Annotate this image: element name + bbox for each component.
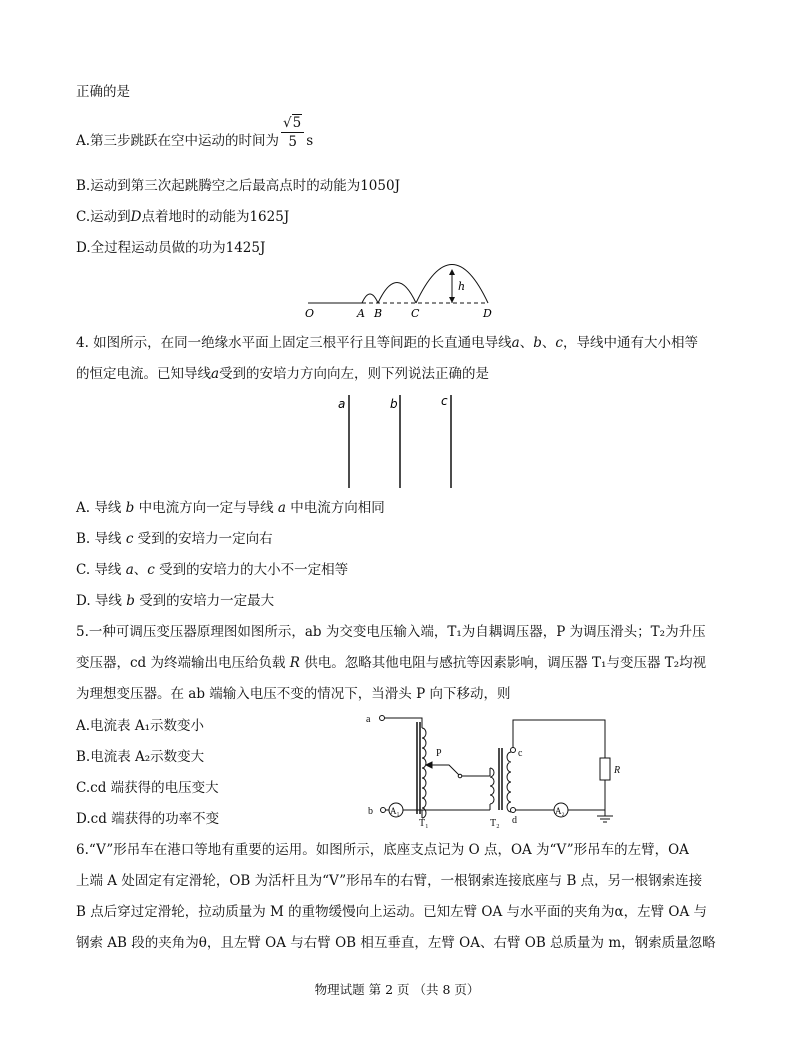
q5-label-t2: T₂ xyxy=(490,818,500,829)
q5-option-a: A.电流表 A₁示数变小 xyxy=(76,718,204,734)
q4-option-b: B. 导线 c 受到的安培力一定向右 xyxy=(76,531,273,547)
q5-stem-line1: 5.一种可调压变压器原理图如图所示，ab 为交变电压输入端，T₁为自耦调压器，P 为调压滑头；T₂为升压 xyxy=(76,624,706,640)
q4-label-a: a xyxy=(338,397,346,411)
q5-terminal-d: d xyxy=(512,815,517,826)
q5-label-t1: T₁ xyxy=(419,818,429,829)
q3-option-a: A.第三步跳跃在空中运动的时间为 $\frac{√5}{5}$ s xyxy=(76,115,314,150)
q5-ammeter-a2: A₂ xyxy=(555,806,565,816)
q6-stem-line2: 上端 A 处固定有定滑轮，OB 为活杆且为“V”形吊车的右臂，一根钢索连接底座与 B 点，另一根钢索连接 xyxy=(76,873,703,889)
q5-resistor-r: R xyxy=(614,765,621,776)
q4-option-a: A. 导线 b 中电流方向一定与导线 a 中电流方向相同 xyxy=(76,500,385,516)
q5-stem-line3: 为理想变压器。在 ab 端输入电压不变的情况下，当滑头 P 向下移动，则 xyxy=(76,686,511,702)
page-footer: 物理试题 第 2 页 （共 8 页） xyxy=(314,982,480,997)
q4-stem-line1: 4. 如图所示，在同一绝缘水平面上固定三根平行且等间距的长直通电导线a、b、c，导线中通有大小相等 xyxy=(76,335,698,351)
q6-stem-line1: 6.“V”形吊车在港口等地有重要的运用。如图所示，底座支点记为 O 点，OA 为“V”形吊车的左臂，OA xyxy=(76,842,689,858)
q5-ammeter-a1: A₁ xyxy=(390,806,400,816)
q5-stem-line2: 变压器，cd 为终端输出电压给负载 R 供电。忽略其他电阻与感抗等因素影响，调压器 T₁与变压器 T₂均视 xyxy=(76,655,707,671)
q5-option-b: B.电流表 A₂示数变大 xyxy=(76,749,205,765)
q3-label-b: B xyxy=(374,307,383,320)
q5-option-d: D.cd 端获得的功率不变 xyxy=(76,811,220,827)
q5-slider-p: P xyxy=(436,748,442,759)
q3-option-b: B.运动到第三次起跳腾空之后最高点时的动能为1050J xyxy=(76,178,400,194)
q4-option-c: C. 导线 a、c 受到的安培力的大小不一定相等 xyxy=(76,562,349,578)
q5-terminal-c: c xyxy=(518,748,523,759)
q4-label-c: c xyxy=(441,394,448,408)
q4-option-d: D. 导线 b 受到的安培力一定最大 xyxy=(76,593,275,609)
q3-option-a-fraction: $\frac{√5}{5}$ xyxy=(281,114,304,151)
q4-label-b: b xyxy=(390,397,398,411)
q6-stem-line3: B 点后穿过定滑轮，拉动质量为 M 的重物缓慢向上运动。已知左臂 OA 与水平面的夹角为α，左臂 OA 与 xyxy=(76,904,708,920)
q3-stem-tail: 正确的是 xyxy=(76,84,130,100)
q3-label-c: C xyxy=(411,307,420,320)
q3-option-c: C.运动到D点着地时的动能为1625J xyxy=(76,209,290,225)
q5-option-c: C.cd 端获得的电压变大 xyxy=(76,780,219,796)
q3-option-d: D.全过程运动员做的功为1425J xyxy=(76,240,266,256)
q4-stem-line2: 的恒定电流。已知导线a受到的安培力方向向左，则下列说法正确的是 xyxy=(76,366,490,382)
q3-label-d: D xyxy=(483,307,492,320)
q5-terminal-a: a xyxy=(366,714,371,725)
q5-terminal-b: b xyxy=(368,806,373,817)
q3-height-label: h xyxy=(458,280,466,293)
q3-label-o: O xyxy=(305,307,315,320)
q6-stem-line4: 钢索 AB 段的夹角为θ，且左臂 OA 与右臂 OB 相互垂直，左臂 OA、右臂 OB 总质量为 m，钢索质量忽略 xyxy=(76,935,716,951)
q3-label-a: A xyxy=(357,307,365,320)
